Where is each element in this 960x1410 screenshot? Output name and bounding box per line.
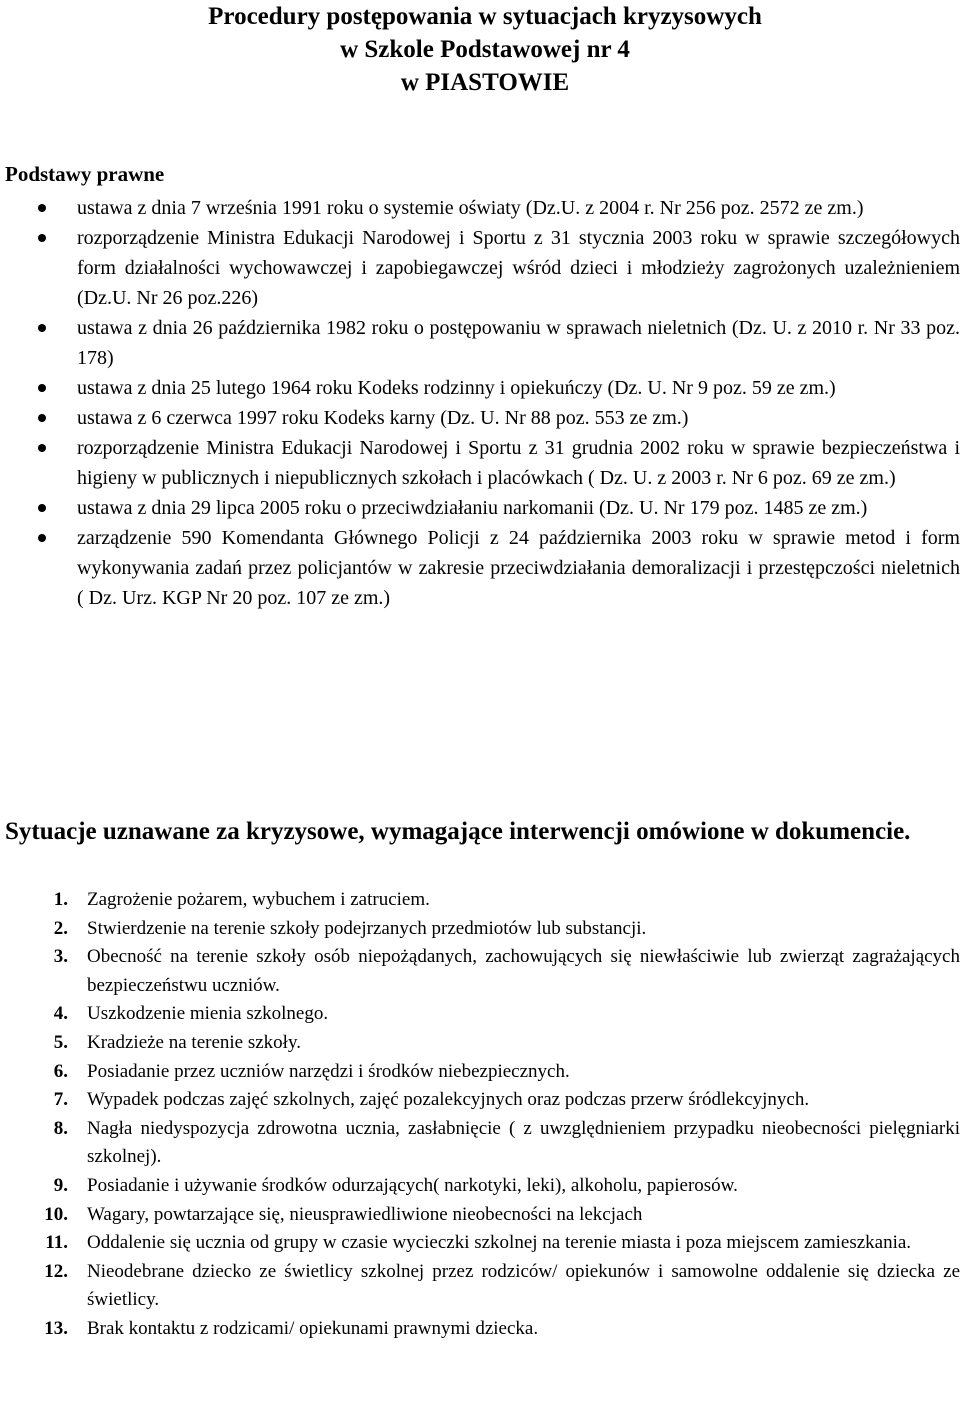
crisis-item-number: 4.: [53, 1003, 68, 1025]
title-line: Procedury postępowania w sytuacjach kryzysowych: [208, 3, 762, 30]
crisis-item-number: 1.: [53, 889, 68, 910]
crisis-item: [0, 1086, 960, 1115]
crisis-item-text: Posiadanie i używanie środków odurzających( narkotyki, leki), alkoholu, papierosów.: [87, 1174, 738, 1196]
crisis-item: [0, 886, 960, 915]
legal-basis-text: ustawa z dnia 29 lipca 2005 roku o przeciwdziałaniu narkomanii (Dz. U. Nr 179 poz. 1485 ze zm.): [77, 497, 868, 519]
crisis-item: [0, 1000, 960, 1029]
crisis-item: [0, 1229, 960, 1258]
legal-basis-text: rozporządzenie Ministra Edukacji Narodowej i Sportu z 31 stycznia 2003 roku w sprawie szczegółowych form działalności wychowawczej i zapobiegawczej wśród dzieci i młodzieży zagrożonych uzależnieniem (Dz.U. Nr 26 poz.226): [77, 227, 960, 309]
bullet-icon: [38, 384, 46, 392]
legal-basis-item: [0, 493, 960, 523]
crisis-item-text: Wypadek podczas zajęć szkolnych, zajęć pozalekcyjnych oraz podczas przerw śródlekcyjnych.: [87, 1089, 810, 1111]
crisis-item: [0, 915, 960, 944]
legal-basis-text: ustawa z 6 czerwca 1997 roku Kodeks karny (Dz. U. Nr 88 poz. 553 ze zm.): [77, 407, 689, 429]
crisis-item-text: Nagła niedyspozycja zdrowotna ucznia, zasłabnięcie ( z uwzględnieniem przypadku nieobecności pielęgniarki szkolnej).: [87, 1117, 960, 1168]
crisis-item-text: Oddalenie się ucznia od grupy w czasie wycieczki szkolnej na terenie miasta i poza miejscem zamieszkania.: [87, 1232, 912, 1254]
legal-basis-text: zarządzenie 590 Komendanta Głównego Policji z 24 października 2003 roku w sprawie metod i form wykonywania zadań przez policjantów w zakresie przeciwdziałania demoralizacji i przestępczości nieletnich ( Dz. Urz. KGP Nr 20 poz. 107 ze zm.): [77, 527, 960, 609]
crisis-item-number: 9.: [53, 1174, 68, 1196]
crisis-item: [0, 1029, 960, 1058]
crisis-item: [0, 1115, 960, 1172]
crisis-item-number: 2.: [53, 917, 68, 939]
legal-basis-item: [0, 313, 960, 373]
legal-basis-heading: Podstawy prawne: [5, 162, 165, 186]
legal-basis-item: [0, 223, 960, 313]
document-title: [0, 0, 960, 99]
legal-basis-item: [0, 193, 960, 223]
bullet-icon: [38, 414, 46, 422]
crisis-item-text: Posiadanie przez uczniów narzędzi i środków niebezpiecznych.: [87, 1060, 570, 1082]
crisis-item-text: Nieodebrane dziecko ze świetlicy szkolnej przez rodziców/ opiekunów i samowolne oddalenie się dziecka ze świetlicy.: [87, 1260, 960, 1311]
legal-basis-text: ustawa z dnia 26 października 1982 roku o postępowaniu w sprawach nieletnich (Dz. U. z 2010 r. Nr 33 poz. 178): [77, 317, 960, 369]
crisis-item-text: Brak kontaktu z rodzicami/ opiekunami prawnymi dziecka.: [87, 1317, 539, 1339]
crisis-situations-list: [0, 886, 960, 1344]
crisis-item: [0, 1058, 960, 1087]
legal-basis-text: ustawa z dnia 25 lutego 1964 roku Kodeks rodzinny i opiekuńczy (Dz. U. Nr 9 poz. 59 ze zm.): [77, 377, 836, 399]
crisis-item-text: Kradzieże na terenie szkoły.: [87, 1031, 301, 1053]
bullet-icon: [38, 234, 46, 242]
legal-basis-text: rozporządzenie Ministra Edukacji Narodowej i Sportu z 31 grudnia 2002 roku w sprawie bezpieczeństwa i higieny w publicznych i niepublicznych szkołach i placówkach ( Dz. U. z 2003 r. Nr 6 poz. 69 ze zm.): [77, 437, 960, 489]
crisis-item-text: Zagrożenie pożarem, wybuchem i zatruciem.: [87, 889, 430, 910]
bullet-icon: [38, 324, 46, 332]
crisis-situations-heading: Sytuacje uznawane za kryzysowe, wymagające interwencji omówione w dokumencie.: [5, 818, 911, 845]
crisis-item: [0, 943, 960, 1000]
crisis-item: [0, 1315, 960, 1344]
legal-basis-item: [0, 403, 960, 433]
crisis-item: [0, 1172, 960, 1201]
bullet-icon: [38, 534, 46, 542]
bullet-icon: [38, 504, 46, 512]
crisis-item-number: 10.: [44, 1203, 68, 1225]
crisis-item-number: 11.: [45, 1232, 68, 1254]
crisis-item-number: 5.: [53, 1031, 68, 1053]
legal-basis-list: [0, 193, 960, 613]
crisis-item-number: 12.: [44, 1260, 68, 1282]
bullet-icon: [38, 444, 46, 452]
crisis-item-number: 3.: [53, 946, 68, 968]
crisis-item-number: 13.: [44, 1317, 68, 1339]
crisis-item-number: 6.: [53, 1060, 68, 1082]
crisis-item-text: Obecność na terenie szkoły osób niepożądanych, zachowujących się niewłaściwie lub zwierząt zagrażających bezpieczeństwu uczniów.: [87, 946, 960, 996]
legal-basis-item: [0, 433, 960, 493]
crisis-item: [0, 1258, 960, 1315]
legal-basis-item: [0, 523, 960, 613]
legal-basis-text: ustawa z dnia 7 września 1991 roku o systemie oświaty (Dz.U. z 2004 r. Nr 256 poz. 2572 ze zm.): [77, 197, 864, 219]
crisis-item-text: Uszkodzenie mienia szkolnego.: [87, 1003, 329, 1025]
crisis-item: [0, 1201, 960, 1230]
bullet-icon: [38, 204, 46, 212]
title-line: w Szkole Podstawowej nr 4: [340, 36, 630, 63]
crisis-item-text: Stwierdzenie na terenie szkoły podejrzanych przedmiotów lub substancji.: [87, 917, 647, 939]
crisis-item-text: Wagary, powtarzające się, nieusprawiedliwione nieobecności na lekcjach: [87, 1203, 643, 1225]
legal-basis-item: [0, 373, 960, 403]
title-line: w PIASTOWIE: [400, 69, 570, 96]
crisis-item-number: 7.: [53, 1089, 68, 1111]
crisis-item-number: 8.: [53, 1117, 68, 1139]
